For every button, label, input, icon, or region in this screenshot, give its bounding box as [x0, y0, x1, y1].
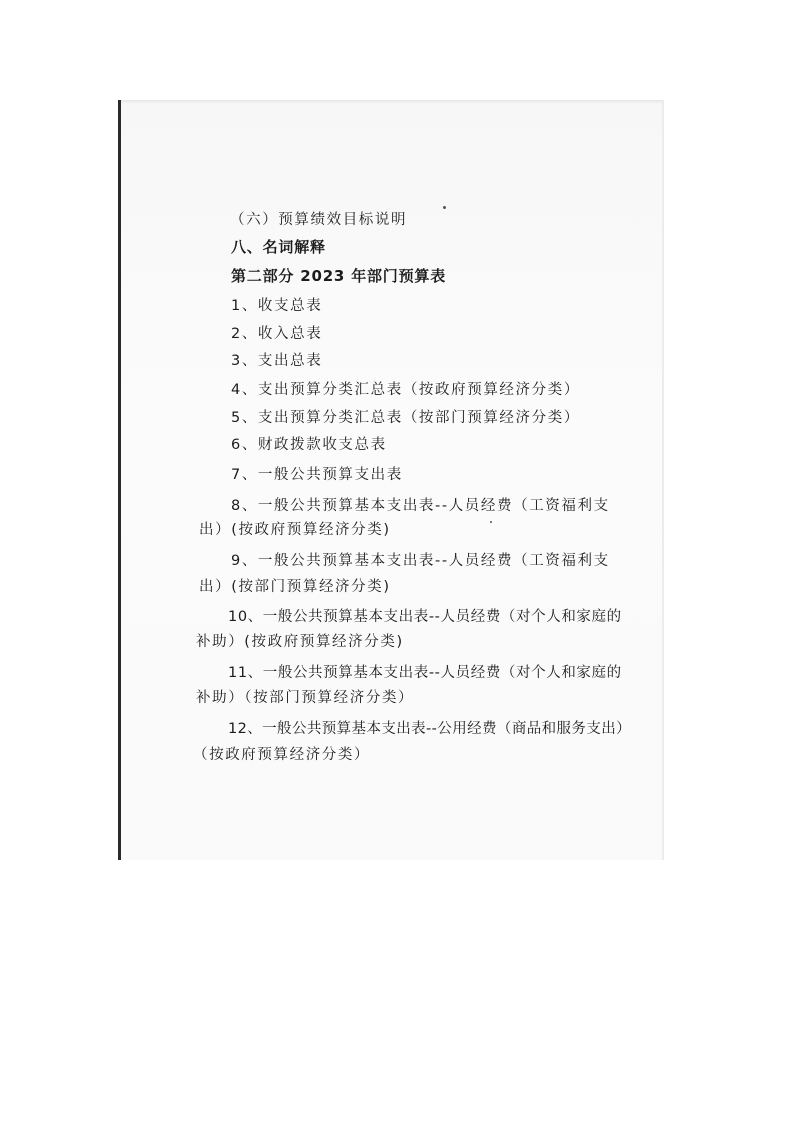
page-top-shadow [121, 100, 664, 104]
section-performance-goals: （六）预算绩效目标说明 [230, 212, 408, 228]
toc-item-7: 7、一般公共预算支出表 [231, 467, 403, 483]
scan-speck [490, 521, 492, 523]
toc-item-8: 8、一般公共预算基本支出表--人员经费（工资福利支 [231, 498, 610, 514]
toc-item-9: 9、一般公共预算基本支出表--人员经费（工资福利支 [231, 553, 610, 569]
scan-speck [443, 206, 446, 209]
page-left-edge [118, 100, 121, 860]
toc-item-9-cont: 出）(按部门预算经济分类) [199, 579, 391, 595]
toc-item-3: 3、支出总表 [231, 353, 323, 369]
toc-item-2: 2、收入总表 [231, 326, 323, 342]
toc-item-12-cont: （按政府预算经济分类） [193, 747, 371, 763]
toc-item-10-cont: 补助）(按政府预算经济分类) [196, 634, 404, 650]
toc-item-11-cont: 补助）（按部门预算经济分类） [196, 690, 415, 706]
toc-item-11: 11、一般公共预算基本支出表--人员经费（对个人和家庭的 [228, 665, 622, 681]
toc-item-8-cont: 出）(按政府预算经济分类) [199, 522, 391, 538]
toc-item-5: 5、支出预算分类汇总表（按部门预算经济分类） [231, 410, 580, 426]
toc-item-6: 6、财政拨款收支总表 [231, 437, 387, 453]
toc-item-4: 4、支出预算分类汇总表（按政府预算经济分类） [231, 382, 580, 398]
heading-part-two: 第二部分 2023 年部门预算表 [231, 267, 446, 285]
page-right-edge [662, 100, 664, 860]
heading-glossary: 八、名词解释 [231, 238, 326, 256]
toc-item-1: 1、收支总表 [231, 298, 323, 314]
toc-item-10: 10、一般公共预算基本支出表--人员经费（对个人和家庭的 [228, 609, 622, 625]
toc-item-12: 12、一般公共预算基本支出表--公用经费（商品和服务支出） [228, 721, 632, 737]
